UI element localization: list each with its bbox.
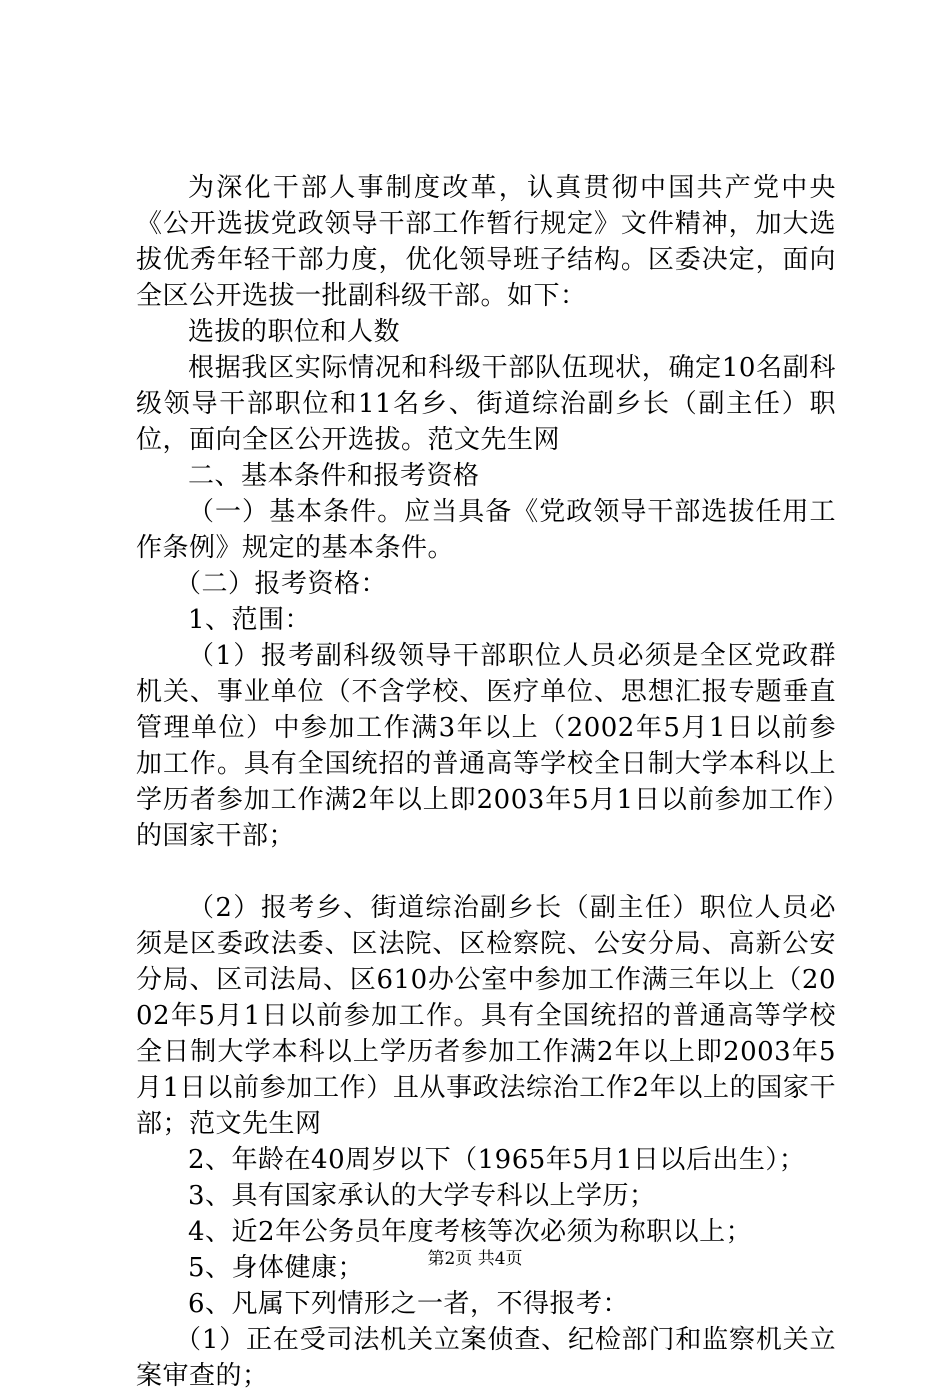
requirement-age: 2、年龄在40周岁以下（1965年5月1日以后出生）； [188, 1145, 806, 1175]
scope-item-1: （1）报考副科级领导干部职位人员必须是全区党政群机关、事业单位（不含学校、医疗单位、思想汇报专题垂直管理单位）中参加工作满3年以上（2002年5月1日以前参加工作。具有全国统招的普通高等学校全日制大学本科以上学历者参加工作满2年以上即2003年5月1日以前参加工作）的国家干部； [136, 641, 836, 851]
basic-conditions-paragraph: （一）基本条件。应当具备《党政领导干部选拔任用工作条例》规定的基本条件。 [136, 497, 836, 563]
section-heading-conditions: 二、基本条件和报考资格 [188, 461, 480, 491]
requirement-health: 5、身体健康； [188, 1253, 365, 1283]
blank-line [136, 854, 836, 890]
requirement-assessment: 4、近2年公务员年度考核等次必须为称职以上； [188, 1217, 753, 1247]
positions-paragraph: 根据我区实际情况和科级干部队伍现状，确定10名副科级领导干部职位和11名乡、街道综治副乡长（副主任）职位，面向全区公开选拔。范文先生网 [136, 353, 836, 455]
qualifications-heading: （二）报考资格： [175, 569, 388, 599]
exclusion-item-1: （1）正在受司法机关立案侦查、纪检部门和监察机关立案审查的； [136, 1325, 836, 1391]
page-number-footer: 第2页 共4页 [427, 1249, 523, 1269]
scope-heading: 1、范围： [188, 605, 312, 635]
requirement-education: 3、具有国家承认的大学专科以上学历； [188, 1181, 656, 1211]
scope-item-2: （2）报考乡、街道综治副乡长（副主任）职位人员必须是区委政法委、区法院、区检察院、公安分局、高新公安分局、区司法局、区610办公室中参加工作满三年以上（2002年5月1日以前参加工作。具有全国统招的普通高等学校全日制大学本科以上学历者参加工作满2年以上即2003年5月1日以前参加工作）且从事政法综治工作2年以上的国家干部；范文先生网 [136, 893, 836, 1139]
document-body [136, 170, 836, 1394]
intro-paragraph: 为深化干部人事制度改革，认真贯彻中国共产党中央《公开选拔党政领导干部工作暂行规定》文件精神，加大选拔优秀年轻干部力度，优化领导班子结构。区委决定，面向全区公开选拔一批副科级干部。如下： [136, 173, 836, 311]
section-heading-positions: 选拔的职位和人数 [188, 317, 401, 347]
exclusions-heading: 6、凡属下列情形之一者，不得报考： [188, 1289, 630, 1319]
